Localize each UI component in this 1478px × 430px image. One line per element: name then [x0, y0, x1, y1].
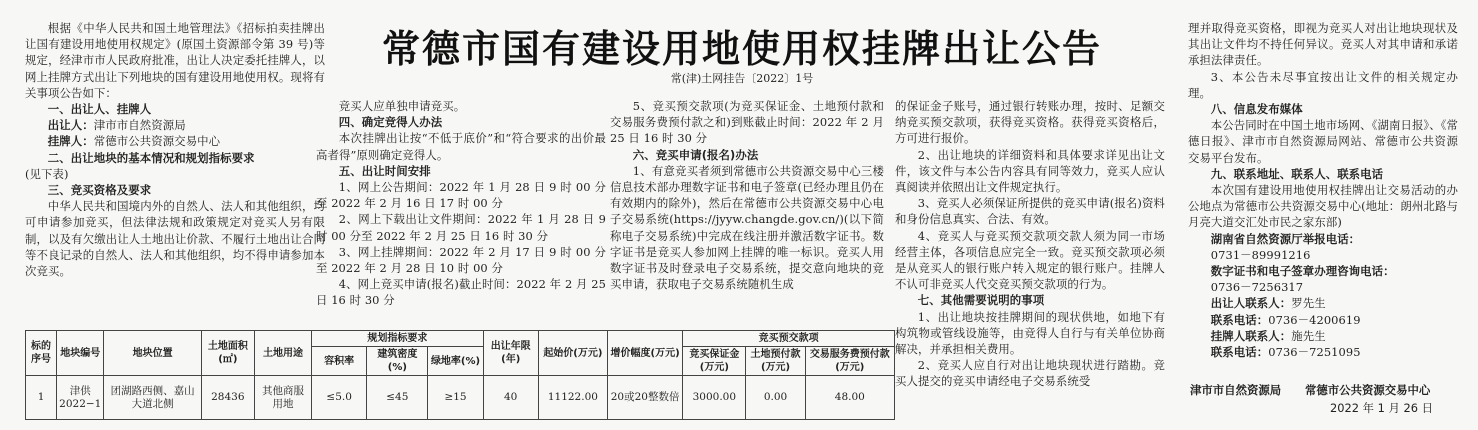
lister-tel-line: [1188, 344, 1458, 360]
issue-date: 2022 年 1 月 26 日: [1330, 401, 1434, 415]
schedule-item-3: 3、网上挂牌期间：2022 年 2 月 17 日 9 时 00 分至 2022 年 2 月 28 日 10 时 00 分: [316, 244, 606, 276]
cell-years: 40: [483, 376, 538, 420]
section-heading-5: 五、出让时间安排: [338, 163, 431, 178]
column-3: [610, 98, 884, 292]
column-5: [1188, 20, 1458, 360]
cell-increment: 20或20整数倍: [608, 376, 683, 420]
cell-fee: 48.00: [805, 376, 894, 420]
th-years: 出让年限(年): [483, 331, 538, 376]
th-density: 建筑密度(%): [367, 347, 428, 376]
seller-tel-line: [1188, 312, 1458, 328]
lister-label: 挂牌人：: [47, 134, 94, 149]
other-item-1: 1、出让地块按挂牌期间的现状供地，如地下有构筑物或管线设施等，由竞得人自行与有关单位协商解决，并承担相关费用。: [895, 309, 1165, 357]
th-area: 土地面积(㎡): [201, 331, 254, 376]
media-paragraph: 本公告同时在中国土地市场网、《湖南日报》、《常德日报》、津市市自然资源局网站、常德市公共资源交易平台发布。: [1188, 118, 1458, 165]
seller-line: [25, 117, 325, 133]
th-code: 地块编号: [57, 331, 104, 376]
see-table-note: (见下表): [25, 166, 69, 181]
th-prepayment: 竞买预交款项: [683, 331, 895, 347]
cell-area: 28436: [201, 376, 254, 420]
application-paragraph-1-cont: 的保证金子账号，通过银行转账办理，按时、足额交纳竞买预交款项，获得竞买资格。获得竞买资格后，方可进行报价。: [895, 99, 1165, 146]
cell-location: 团湖路西侧、嘉山大道北侧: [104, 376, 201, 420]
lister-contact-line: [1188, 328, 1458, 344]
report-tel-label: 湖南省自然资源厅举报电话：: [1210, 231, 1361, 246]
document-number: 常(津)土网挂告〔2022〕1号: [670, 72, 814, 85]
seller-contact-line: [1188, 295, 1458, 311]
intro-paragraph: 根据《中华人民共和国土地管理法》《招标拍卖挂牌出让国有建设用地使用权规定》(原国土资源部令第 39 号)等规定，经津市市人民政府批准，出让人决定委托挂牌人，以网上挂牌方式出让下列地块的国有建设用地使用权。现将有关事项公告如下：: [25, 21, 325, 100]
page-title: 常德市国有建设用地使用权挂牌出让公告: [381, 27, 1102, 71]
application-paragraph-3: 3、竞买人必须保证所提供的竞买申请(报名)资料和身份信息真实、合法、有效。: [895, 196, 1165, 227]
seller-value: 津市市自然资源局: [93, 118, 186, 133]
cell-density: ≤45: [367, 376, 428, 420]
application-paragraph-4: 4、竞买人与竞买预交款项交款人须为同一市场经营主体，各项信息应完全一致。竞买预交款项必须是从竞买人的银行账户转入规定的银行账户。挂牌人不认可非竞买人代交竞买预交款项的行为。: [895, 228, 1165, 292]
report-tel: 0731－89991216: [1210, 247, 1311, 262]
table-row: [26, 376, 895, 420]
cell-use: 其他商服用地: [254, 376, 311, 420]
seller-contact-name: 罗先生: [1291, 296, 1326, 311]
parcel-table: [25, 330, 895, 420]
schedule-item-5: 5、竞买预交款项(为竞买保证金、土地预付款和交易服务费预付款之和)到账截止时间：2022 年 2 月 25 日 16 时 30 分: [610, 99, 884, 146]
cell-green: ≥15: [428, 376, 483, 420]
section-heading-8: 八、信息发布媒体: [1210, 102, 1303, 117]
section-heading-2: 二、出让地块的基本情况和规划指标要求: [47, 150, 255, 165]
lister-line: [25, 133, 325, 149]
seller-tel: 0736－4200619: [1268, 312, 1361, 327]
th-fee: 交易服务费预付款(万元): [805, 347, 894, 376]
schedule-item-2: 2、网上下载出让文件期间：2022 年 1 月 28 日 9 时 00 分至 2022 年 2 月 25 日 16 时 30 分: [316, 212, 606, 243]
th-deposit: 竞买保证金(万元): [683, 347, 746, 376]
th-increment: 增价幅度(万元): [608, 331, 683, 376]
qualification-paragraph: 中华人民共和国境内外的自然人、法人和其他组织，均可申请参加竞买，但法律法规和政策规定对竞买人另有限制，以及有欠缴出让人土地出让价款、不履行土地出让合同等不良记录的自然人、法人和其他组织，均不得申请参加本次竞买。: [25, 199, 325, 279]
signature-lister: 常德市公共资源交易中心: [1305, 383, 1431, 397]
other-item-2-cont: 理并取得竞买资格，即视为竞买人对出让地块现状及其出让文件均不持任何异议。竞买人对其申请和承诺承担法律责任。: [1188, 21, 1458, 68]
th-start-price: 起始价(万元): [538, 331, 607, 376]
column-1: [25, 20, 325, 279]
other-item-2: 2、竞买人应自行对出让地块现状进行踏勘。竞买人提交的竞买申请经电子交易系统受: [895, 358, 1165, 389]
th-location: 地块位置: [104, 331, 201, 376]
seller-tel-label: 联系电话：: [1210, 312, 1269, 327]
section-heading-3: 三、竞买资格及要求: [47, 183, 152, 198]
column-2: [316, 98, 606, 309]
cell-no: 1: [26, 376, 57, 420]
cell-deposit: 3000.00: [683, 376, 746, 420]
cell-advance: 0.00: [746, 376, 805, 420]
lister-tel: 0736－7251095: [1268, 345, 1361, 360]
section-heading-4: 四、确定竞得人办法: [338, 115, 443, 130]
cert-tel-label: 数字证书和电子签章办理咨询电话：: [1210, 264, 1395, 279]
cert-tel: 0736－7256317: [1210, 280, 1304, 295]
contact-paragraph: 本次国有建设用地使用权挂牌出让交易活动的办公地点为常德市公共资源交易中心(地址：朗州北路与月亮大道交汇处市民之家东部): [1188, 183, 1458, 230]
other-item-3: 3、本公告未尽事宜按出让文件的相关规定办理。: [1188, 69, 1458, 100]
seller-label: 出让人：: [47, 118, 94, 133]
th-use: 土地用途: [254, 331, 311, 376]
cell-code: 津供2022−1: [57, 376, 104, 420]
application-paragraph-1: 1、有意竞买者须到常德市公共资源交易中心三楼信息技术部办理数字证书和电子签章(已经办理且仍在有效期内的除外)，然后在常德市公共资源交易中心电子交易系统(https://jyyw.changde.gov.cn/)(以下简称电子交易系统)中完成在线注册并激活数字证书。数字证书是竞买人参加网上挂牌的唯一标识。竞买人用数字证书及时登录电子交易系统，提交意向地块的竞买申请，获取电子交易系统随机生成: [610, 163, 884, 292]
th-no: 标的序号: [26, 331, 57, 376]
lister-contact-label: 挂牌人联系人：: [1210, 328, 1292, 343]
section-heading-1: 一、出让人、挂牌人: [47, 102, 152, 117]
cell-far: ≤5.0: [312, 376, 367, 420]
schedule-item-1: 1、网上公告期间：2022 年 1 月 28 日 9 时 00 分至 2022 年 2 月 16 日 17 时 00 分: [316, 180, 606, 211]
section-heading-6: 六、竞买申请(报名)办法: [632, 147, 759, 162]
lister-tel-label: 联系电话：: [1210, 345, 1269, 360]
th-advance: 土地预付款(万元): [746, 347, 805, 376]
section-heading-9: 九、联系地址、联系人、联系电话: [1210, 166, 1384, 181]
cell-start-price: 11122.00: [538, 376, 607, 420]
schedule-item-4: 4、网上竞买申请(报名)截止时间：2022 年 2 月 25 日 16 时 30 分: [316, 277, 606, 308]
single-apply-paragraph: 竞买人应单独申请竞买。: [338, 99, 466, 113]
application-paragraph-2: 2、出让地块的详细资料和具体要求详见出让文件，该文件与本公告内容具有同等效力，竞买人应认真阅读并依照出让文件规定执行。: [895, 147, 1165, 195]
seller-contact-label: 出让人联系人：: [1210, 296, 1292, 311]
section-heading-7: 七、其他需要说明的事项: [917, 293, 1045, 308]
lister-value: 常德市公共资源交易中心: [93, 134, 221, 149]
th-green: 绿地率(%): [428, 347, 483, 376]
winner-rule-paragraph: 本次挂牌出让按“不低于底价”和“符合要求的出价最高者得”原则确定竞得人。: [316, 131, 606, 162]
th-far: 容积率: [312, 347, 367, 376]
lister-contact-name: 施先生: [1291, 328, 1326, 343]
signature-seller: 津市市自然资源局: [1190, 383, 1282, 397]
column-4: [895, 98, 1165, 390]
th-planning: 规划指标要求: [312, 331, 484, 347]
